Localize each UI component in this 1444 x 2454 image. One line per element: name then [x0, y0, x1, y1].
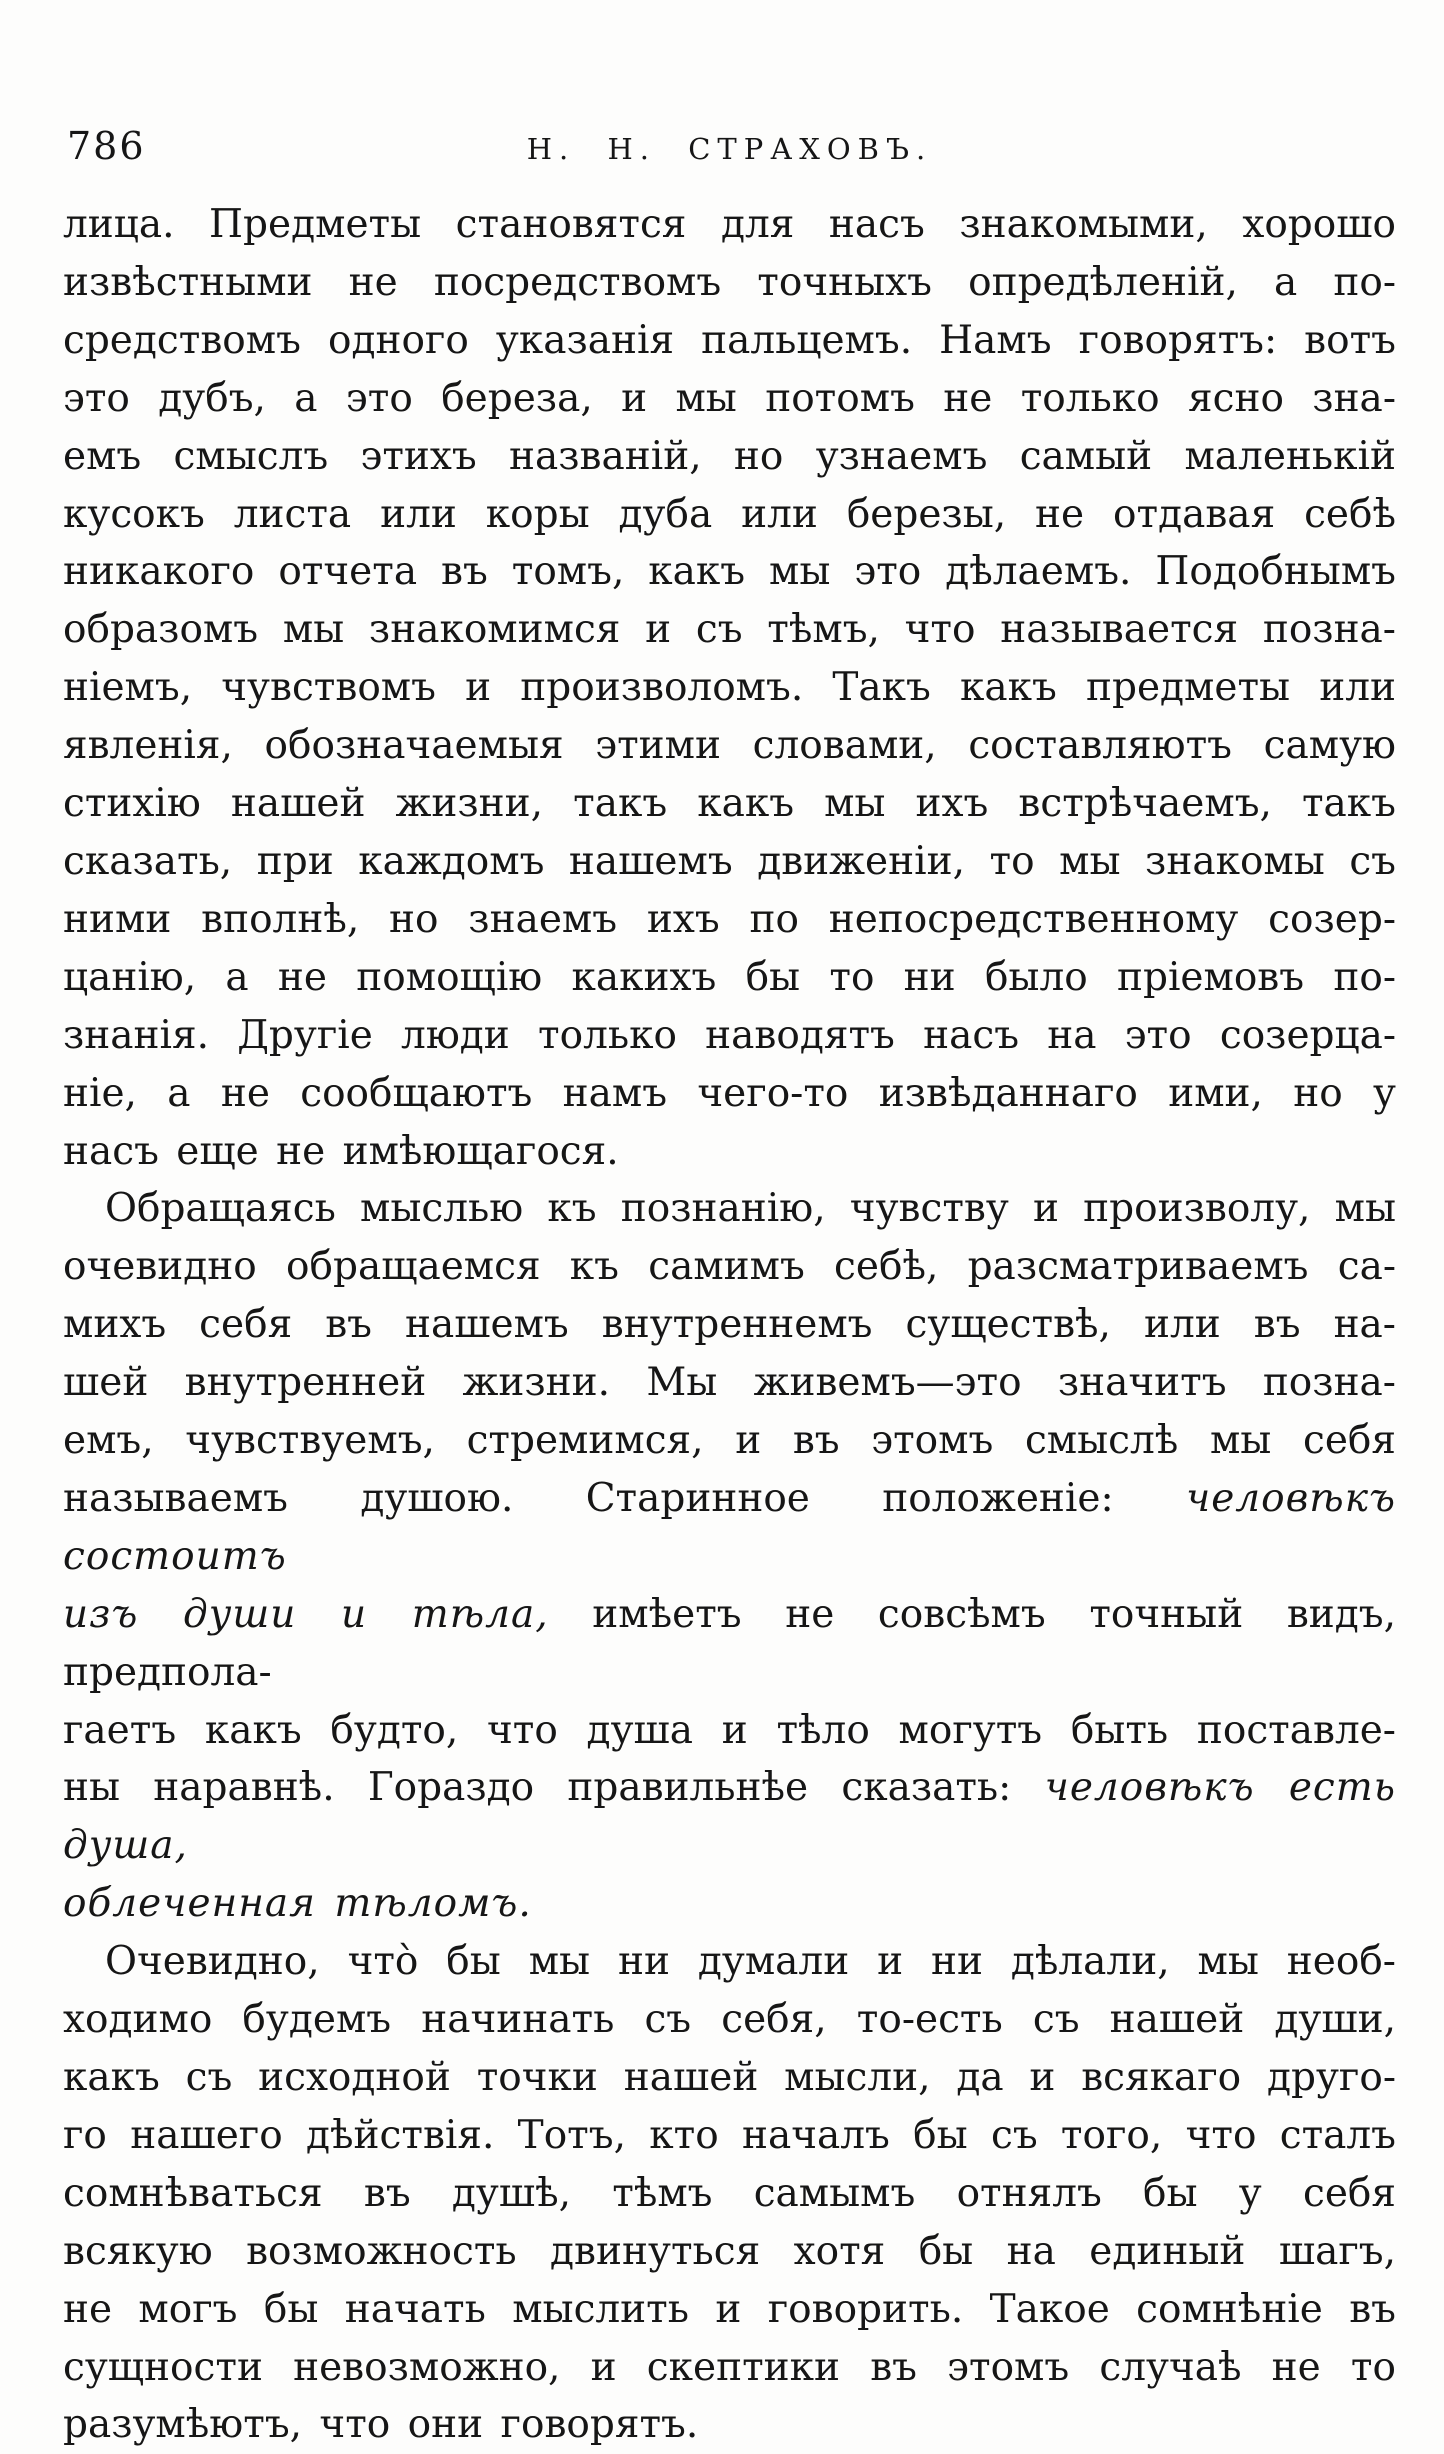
text-line — [63, 2049, 1396, 2107]
text-line — [63, 196, 1396, 254]
text-segment: какъ съ исходной точки нашей мысли, да и всякаго друго- — [63, 2055, 1396, 2100]
text-line — [63, 1586, 1396, 1702]
text-line — [63, 1180, 1396, 1238]
text-segment: ніемъ, чувствомъ и произволомъ. Такъ какъ предметы или — [63, 665, 1396, 711]
text-segment: не могъ бы начать мыслить и говорить. Такое сомнѣніе въ — [63, 2286, 1396, 2332]
text-segment: го нашего дѣйствія. Тотъ, кто началъ бы съ того, что сталъ — [63, 2112, 1396, 2158]
text-segment: очевидно обращаемся къ самимъ себѣ, разсматриваемъ са- — [63, 1244, 1396, 1290]
text-line — [63, 1933, 1396, 1991]
paragraph — [63, 196, 1396, 1180]
text-line — [63, 1296, 1396, 1354]
text-line — [63, 1470, 1396, 1586]
text-segment: Обращаясь мыслью къ познанію, чувству и произволу, мы — [105, 1186, 1396, 1232]
text-line — [63, 1065, 1396, 1123]
text-segment: шей внутренней жизни. Мы живемъ—это значитъ позна- — [63, 1360, 1396, 1406]
text-line — [63, 2107, 1396, 2165]
text-line — [63, 486, 1396, 544]
text-segment: насъ еще не имѣющагося. — [63, 1128, 619, 1174]
text-line — [63, 1875, 1396, 1933]
text-segment: ніе, а не сообщаютъ намъ чего-то извѣданнаго ими, но у — [63, 1070, 1396, 1116]
text-line — [63, 2223, 1396, 2281]
text-line — [63, 1238, 1396, 1296]
text-segment: сказать, при каждомъ нашемъ движеніи, то мы знакомы съ — [63, 838, 1396, 884]
text-line — [63, 2339, 1396, 2397]
text-line — [63, 891, 1396, 949]
paragraph — [63, 1933, 1396, 2454]
running-head: Н. Н. СТРАХОВЪ. — [526, 132, 933, 166]
italic-text-segment: человѣкъ состоитъ — [63, 1475, 1396, 1579]
text-segment: разумѣютъ, что они говорятъ. — [63, 2402, 699, 2448]
page-number: 786 — [67, 124, 146, 168]
text-segment: емъ смыслъ этихъ названій, но узнаемъ самый маленькій — [63, 433, 1396, 479]
text-segment: гаетъ какъ будто, что душа и тѣло могутъ быть поставле- — [63, 1707, 1396, 1753]
text-segment: лица. Предметы становятся для насъ знакомыми, хорошо — [63, 202, 1396, 247]
italic-text-segment: изъ души и тѣла, — [63, 1591, 549, 1637]
text-segment: извѣстными не посредствомъ точныхъ опредѣленій, а по- — [63, 259, 1396, 305]
text-segment: сомнѣваться въ душѣ, тѣмъ самымъ отнялъ бы у себя — [63, 2170, 1396, 2216]
text-segment: это дубъ, а это береза, и мы потомъ не только ясно зна- — [63, 375, 1396, 421]
text-segment: цанію, а не помощію какихъ бы то ни было пріемовъ по- — [63, 954, 1396, 1000]
text-line — [63, 312, 1396, 370]
paragraph — [63, 1180, 1396, 1933]
italic-text-segment: человѣкъ есть душа, — [63, 1765, 1396, 1869]
text-line — [63, 2396, 1396, 2454]
text-line — [63, 717, 1396, 775]
body-text — [63, 196, 1396, 2454]
text-line — [63, 1123, 1396, 1181]
text-segment: михъ себя въ нашемъ внутреннемъ существѣ, или въ на- — [63, 1302, 1396, 1348]
text-segment: образомъ мы знакомимся и съ тѣмъ, что называется позна- — [63, 607, 1396, 653]
text-segment: ними вполнѣ, но знаемъ ихъ по непосредственному созер- — [63, 896, 1396, 942]
text-line — [63, 1007, 1396, 1065]
text-segment: всякую возможность двинуться хотя бы на единый шагъ, — [63, 2228, 1396, 2274]
text-line — [63, 949, 1396, 1007]
text-segment: сущности невозможно, и скептики въ этомъ случаѣ не то — [63, 2344, 1396, 2390]
text-line — [63, 659, 1396, 717]
text-line — [63, 1759, 1396, 1875]
text-line — [63, 1354, 1396, 1412]
text-segment: ны наравнѣ. Гораздо правильнѣе сказать: — [63, 1765, 1045, 1811]
text-segment: стихію нашей жизни, такъ какъ мы ихъ встрѣчаемъ, такъ — [63, 781, 1396, 827]
text-segment: называемъ душою. Старинное положеніе: — [63, 1475, 1186, 1521]
text-line — [63, 2281, 1396, 2339]
text-line — [63, 1702, 1396, 1760]
text-line — [63, 1412, 1396, 1470]
text-line — [63, 543, 1396, 601]
text-segment: емъ, чувствуемъ, стремимся, и въ этомъ смыслѣ мы себя — [63, 1418, 1396, 1464]
text-line — [63, 1991, 1396, 2049]
text-line — [63, 601, 1396, 659]
text-line — [63, 254, 1396, 312]
text-segment: средствомъ одного указанія пальцемъ. Намъ говорятъ: вотъ — [63, 317, 1396, 363]
text-line — [63, 370, 1396, 428]
text-line — [63, 775, 1396, 833]
italic-text-segment: облеченная тѣломъ. — [63, 1881, 532, 1927]
text-segment: никакого отчета въ томъ, какъ мы это дѣлаемъ. Подобнымъ — [63, 549, 1396, 595]
text-segment: кусокъ листа или коры дуба или березы, не отдавая себѣ — [63, 491, 1396, 537]
text-line — [63, 833, 1396, 891]
text-segment: Очевидно, что̀ бы мы ни думали и ни дѣлали, мы необ- — [105, 1939, 1396, 1985]
text-line — [63, 428, 1396, 486]
text-segment: явленія, обозначаемыя этими словами, составляютъ самую — [63, 723, 1396, 769]
text-line — [63, 2165, 1396, 2223]
page-header — [63, 118, 1396, 178]
text-segment: ходимо будемъ начинать съ себя, то-есть съ нашей души, — [63, 1997, 1396, 2043]
text-segment: знанія. Другіе люди только наводятъ насъ на это созерца- — [63, 1012, 1396, 1058]
text-segment: имѣетъ не совсѣмъ точный видъ, предпола- — [63, 1591, 1397, 1695]
